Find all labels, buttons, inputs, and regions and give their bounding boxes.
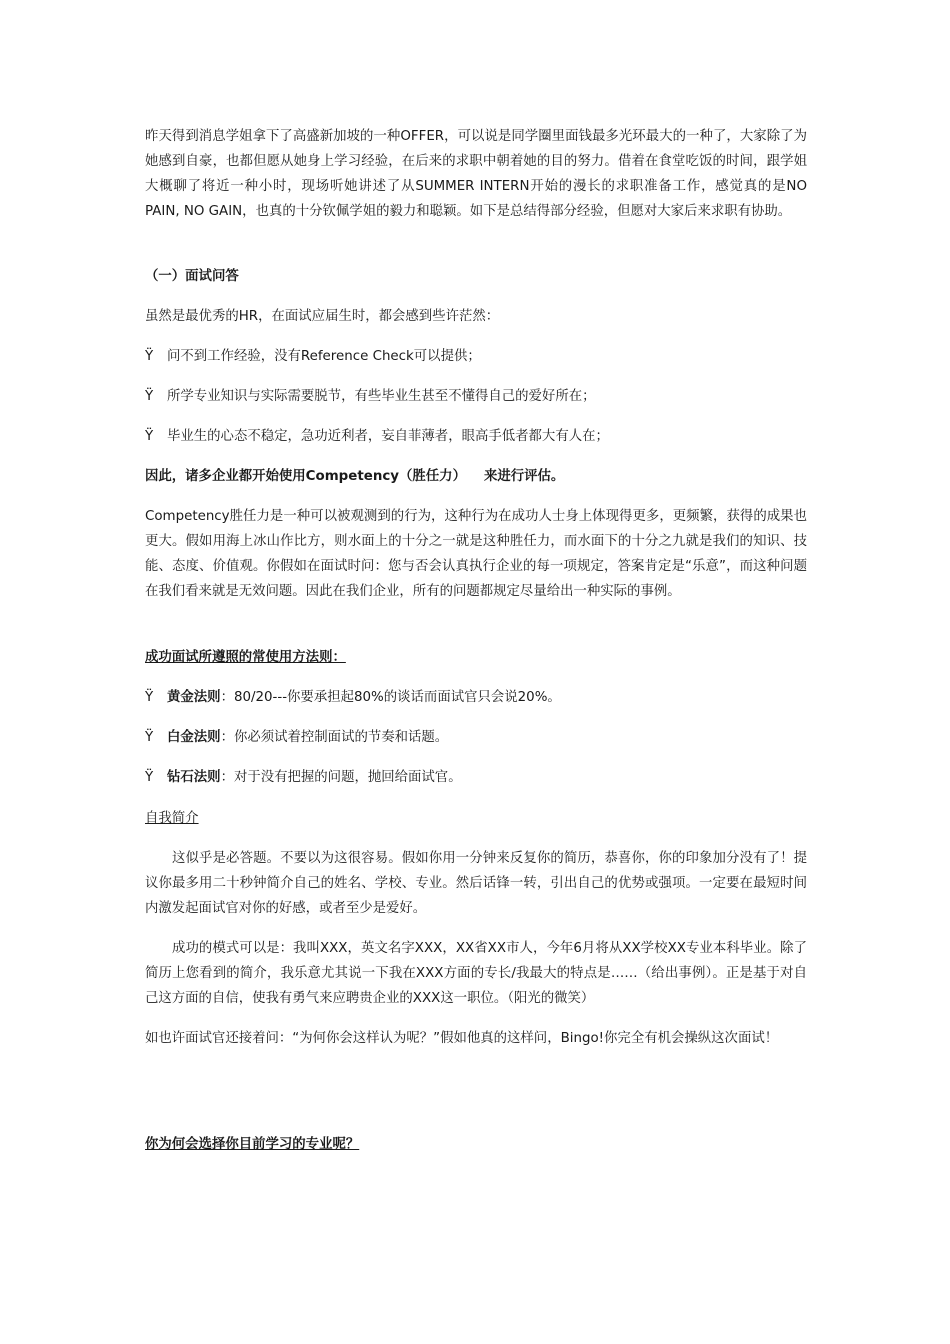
bullet-icon: Ÿ — [145, 389, 154, 404]
self-intro-paragraph-3: 如也许面试官还接着问：“为何你会这样认为呢？”假如他真的这样问，Bingo!你完全有机会操纵这次面试！ — [145, 1031, 779, 1046]
self-intro-paragraph-2: 成功的模式可以是：我叫XXX，英文名字XXX，XX省XX市人，今年6月将从XX学校XX专业本科毕业。除了简历上您看到的简介，我乐意尤其说一下我在XXX方面的专长/我最大的特点是……（给出事例）。正是基于对自己这方面的自信，使我有勇气来应聘贵企业的XXX这一职位。（阳光的微笑） — [145, 941, 807, 1006]
competency-heading-part-a: 因此，诸多企业都开始使用Competency（胜任力） — [145, 469, 466, 484]
rule-label: 钻石法则 — [167, 770, 221, 785]
competency-heading — [145, 464, 807, 489]
hr-intro-paragraph: 虽然是最优秀的HR，在面试应届生时，都会感到些许茫然： — [145, 309, 500, 324]
hr-point-item — [145, 384, 596, 409]
section-title-interview-qa: （一）面试问答 — [145, 269, 239, 284]
competency-paragraph: Competency胜任力是一种可以被观测到的行为，这种行为在成功人士身上体现得更多，更频繁，获得的成果也更大。假如用海上冰山作比方，则水面上的十分之一就是这种胜任力，而水面下的十分之九就是我们的知识、技能、态度、价值观。你假如在面试时问：您与否会认真执行企业的每一项规定，答案肯定是“乐意”，而这种问题在我们看来就是无效问题。因此在我们企业，所有的问题都规定尽量给出一种实际的事例。 — [145, 509, 807, 599]
rule-text: ：你必须试着控制面试的节奏和话题。 — [220, 730, 449, 745]
rules-title: 成功面试所遵照的常使用方法则： — [145, 650, 346, 665]
bullet-icon: Ÿ — [145, 730, 154, 745]
bullet-icon: Ÿ — [145, 349, 154, 364]
bullet-icon: Ÿ — [145, 770, 154, 785]
rule-label: 白金法则 — [167, 730, 221, 745]
hr-point-text: 毕业生的心态不稳定，急功近利者，妄自菲薄者，眼高手低者都大有人在； — [167, 429, 609, 444]
rule-label: 黄金法则 — [167, 690, 221, 705]
hr-point-text: 所学专业知识与实际需要脱节，有些毕业生甚至不懂得自己的爱好所在； — [167, 389, 596, 404]
hr-point-text: 问不到工作经验，没有Reference Check可以提供； — [167, 349, 481, 364]
rule-text: ：对于没有把握的问题，抛回给面试官。 — [220, 770, 462, 785]
bullet-icon: Ÿ — [145, 690, 154, 705]
hr-point-item — [145, 344, 481, 369]
hr-point-item — [145, 424, 609, 449]
self-intro-title: 自我简介 — [145, 811, 199, 826]
major-question-heading: 你为何会选择你目前学习的专业呢？ — [145, 1137, 360, 1152]
intro-paragraph: 昨天得到消息学姐拿下了高盛新加坡的一种OFFER，可以说是同学圈里面钱最多光环最大的一种了，大家除了为她感到自豪，也都但愿从她身上学习经验，在后来的求职中朝着她的目的努力。借着在食堂吃饭的时间，跟学姐大概聊了将近一种小时，现场听她讲述了从SUMMER INTERN开始的漫长的求职准备工作，感觉真的是NO PAIN, NO GAIN，也真的十分钦佩学姐的毅力和聪颖。如下是总结得部分经验，但愿对大家后来求职有协助。 — [145, 129, 807, 219]
self-intro-paragraph-1: 这似乎是必答题。不要以为这很容易。假如你用一分钟来反复你的简历，恭喜你，你的印象加分没有了！提议你最多用二十秒钟简介自己的姓名、学校、专业。然后话锋一转，引出自己的优势或强项。一定要在最短时间内激发起面试官对你的好感，或者至少是爱好。 — [145, 851, 807, 916]
rule-item — [145, 725, 448, 750]
rule-text: ：80/20---你要承担起80%的谈话而面试官只会说20%。 — [220, 690, 561, 705]
competency-heading-part-b: 来进行评估。 — [483, 469, 565, 484]
rule-item — [145, 765, 462, 790]
rule-item — [145, 685, 561, 710]
bullet-icon: Ÿ — [145, 429, 154, 444]
